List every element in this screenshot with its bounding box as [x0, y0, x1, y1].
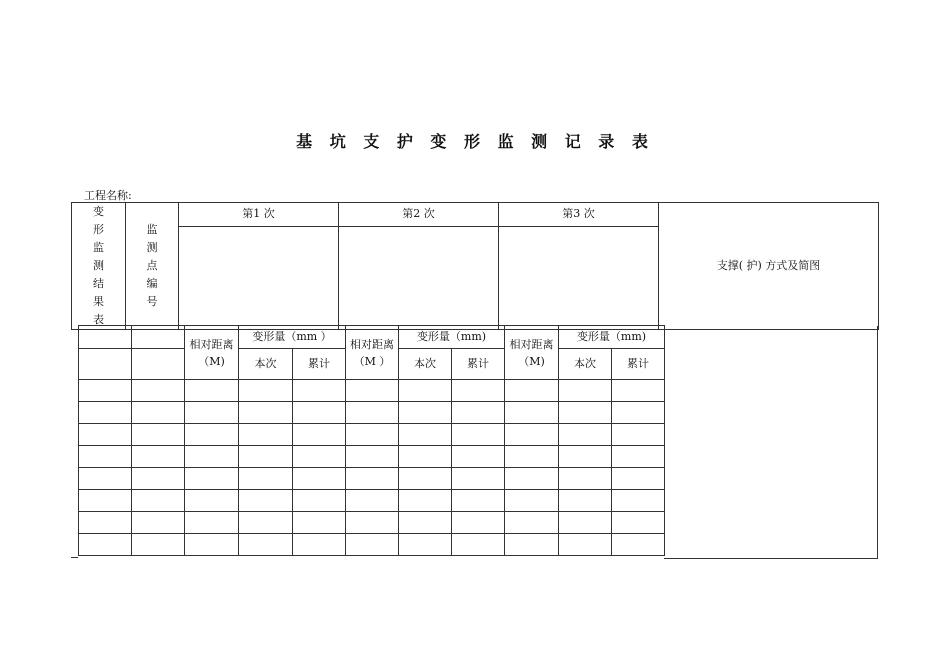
- table-cell[interactable]: [79, 534, 132, 556]
- table-cell[interactable]: [293, 490, 346, 512]
- table-cell[interactable]: [239, 512, 293, 534]
- table-cell[interactable]: [452, 424, 505, 446]
- table-cell[interactable]: [239, 424, 293, 446]
- cumulative-header-1: 累计: [293, 349, 346, 380]
- table-cell[interactable]: [239, 446, 293, 468]
- round-3-header: 第3 次: [499, 203, 659, 227]
- table-cell[interactable]: [559, 512, 612, 534]
- round-1-header: 第1 次: [179, 203, 339, 227]
- table-cell[interactable]: [559, 380, 612, 402]
- table-cell[interactable]: [293, 534, 346, 556]
- table-cell[interactable]: [612, 512, 665, 534]
- table-cell[interactable]: [79, 512, 132, 534]
- table-cell[interactable]: [399, 534, 452, 556]
- table-cell[interactable]: [346, 446, 399, 468]
- table-cell[interactable]: [612, 402, 665, 424]
- table-cell[interactable]: [239, 402, 293, 424]
- table-row: [79, 534, 665, 556]
- cumulative-header-2: 累计: [452, 349, 505, 380]
- table-row: [79, 402, 665, 424]
- this-time-header-2: 本次: [399, 349, 452, 380]
- table-cell[interactable]: [239, 468, 293, 490]
- table-cell[interactable]: [79, 402, 132, 424]
- table-cell[interactable]: [185, 402, 239, 424]
- table-cell[interactable]: [612, 424, 665, 446]
- table-row: [79, 446, 665, 468]
- table-cell[interactable]: [452, 512, 505, 534]
- table-cell[interactable]: [185, 512, 239, 534]
- table-cell[interactable]: [452, 380, 505, 402]
- table-cell[interactable]: [79, 349, 132, 380]
- table-cell[interactable]: [79, 468, 132, 490]
- table-cell[interactable]: [346, 380, 399, 402]
- margin-tick: [71, 557, 78, 558]
- table-cell[interactable]: [239, 380, 293, 402]
- table-cell[interactable]: [505, 380, 559, 402]
- deform-header-3: 变形量（mm): [559, 326, 665, 349]
- table-cell[interactable]: [612, 534, 665, 556]
- table-cell[interactable]: [346, 512, 399, 534]
- this-time-header-3: 本次: [559, 349, 612, 380]
- deform-header-2: 变形量（mm): [399, 326, 505, 349]
- table-row: [79, 380, 665, 402]
- table-cell[interactable]: [612, 490, 665, 512]
- table-cell[interactable]: [132, 402, 185, 424]
- table-cell[interactable]: [132, 326, 185, 349]
- table-cell[interactable]: [185, 424, 239, 446]
- table-cell[interactable]: [346, 402, 399, 424]
- table-cell[interactable]: [79, 326, 132, 349]
- table-cell[interactable]: [505, 402, 559, 424]
- table-cell[interactable]: [452, 446, 505, 468]
- table-cell[interactable]: [559, 402, 612, 424]
- table-cell[interactable]: [559, 534, 612, 556]
- table-cell[interactable]: [452, 402, 505, 424]
- table-cell[interactable]: [452, 490, 505, 512]
- round-1-blank[interactable]: [179, 226, 339, 329]
- table-cell[interactable]: [132, 512, 185, 534]
- table-cell[interactable]: [452, 534, 505, 556]
- result-table-label-cell: [72, 203, 126, 330]
- table-cell[interactable]: [132, 380, 185, 402]
- table-cell[interactable]: [505, 512, 559, 534]
- table-cell[interactable]: [452, 468, 505, 490]
- table-cell[interactable]: [239, 490, 293, 512]
- table-cell[interactable]: [505, 446, 559, 468]
- table-cell[interactable]: [239, 534, 293, 556]
- table-cell[interactable]: [132, 490, 185, 512]
- header-table: [71, 202, 879, 330]
- table-row: [79, 512, 665, 534]
- deform-header-1: 变形量（mm ）: [239, 326, 346, 349]
- table-cell[interactable]: [559, 446, 612, 468]
- table-cell[interactable]: [505, 468, 559, 490]
- distance-header-1: 相对距离（M): [185, 326, 239, 380]
- table-cell[interactable]: [132, 424, 185, 446]
- table-cell[interactable]: [79, 424, 132, 446]
- cumulative-header-3: 累计: [612, 349, 665, 380]
- point-no-label-cell: [126, 203, 179, 330]
- table-cell[interactable]: [399, 424, 452, 446]
- table-cell[interactable]: [399, 512, 452, 534]
- distance-header-3: 相对距离（M): [505, 326, 559, 380]
- table-cell[interactable]: [293, 424, 346, 446]
- table-cell[interactable]: [612, 468, 665, 490]
- table-cell[interactable]: [132, 446, 185, 468]
- data-body: [79, 380, 665, 556]
- table-cell[interactable]: [185, 534, 239, 556]
- distance-header-2: 相对距离（M ）: [346, 326, 399, 380]
- table-row: [79, 490, 665, 512]
- table-cell[interactable]: [559, 490, 612, 512]
- table-cell[interactable]: [132, 349, 185, 380]
- table-cell[interactable]: [185, 490, 239, 512]
- this-time-header-1: 本次: [239, 349, 293, 380]
- table-cell[interactable]: [79, 490, 132, 512]
- table-cell[interactable]: [132, 468, 185, 490]
- round-2-header: 第2 次: [339, 203, 499, 227]
- table-cell[interactable]: [132, 534, 185, 556]
- table-cell[interactable]: [185, 468, 239, 490]
- table-cell[interactable]: [346, 534, 399, 556]
- support-diagram-area[interactable]: [664, 326, 878, 559]
- table-cell[interactable]: [559, 468, 612, 490]
- table-cell[interactable]: [293, 402, 346, 424]
- page-title: 基 坑 支 护 变 形 监 测 记 录 表: [296, 132, 654, 151]
- table-cell[interactable]: [612, 446, 665, 468]
- table-cell[interactable]: [612, 380, 665, 402]
- table-cell[interactable]: [399, 446, 452, 468]
- table-cell[interactable]: [346, 424, 399, 446]
- table-cell[interactable]: [79, 380, 132, 402]
- table-cell[interactable]: [505, 424, 559, 446]
- table-cell[interactable]: [505, 534, 559, 556]
- table-cell[interactable]: [293, 446, 346, 468]
- table-cell[interactable]: [185, 380, 239, 402]
- data-table: [78, 325, 665, 556]
- table-cell[interactable]: [399, 468, 452, 490]
- table-row: [79, 424, 665, 446]
- round-3-blank[interactable]: [499, 226, 659, 329]
- round-2-blank[interactable]: [339, 226, 499, 329]
- table-cell[interactable]: [505, 490, 559, 512]
- table-cell[interactable]: [346, 468, 399, 490]
- support-method-cell: 支撑( 护) 方式及简图: [659, 203, 879, 330]
- table-cell[interactable]: [346, 490, 399, 512]
- result-table-label: 变形监测结果表: [93, 205, 104, 326]
- point-no-label: 监测点编号: [146, 223, 158, 308]
- table-cell[interactable]: [399, 402, 452, 424]
- table-cell[interactable]: [293, 468, 346, 490]
- table-cell[interactable]: [79, 446, 132, 468]
- table-row: [79, 468, 665, 490]
- table-cell[interactable]: [293, 512, 346, 534]
- table-cell[interactable]: [559, 424, 612, 446]
- project-name-label: 工程名称:: [84, 189, 132, 202]
- table-cell[interactable]: [399, 380, 452, 402]
- table-cell[interactable]: [293, 380, 346, 402]
- table-cell[interactable]: [185, 446, 239, 468]
- table-cell[interactable]: [399, 490, 452, 512]
